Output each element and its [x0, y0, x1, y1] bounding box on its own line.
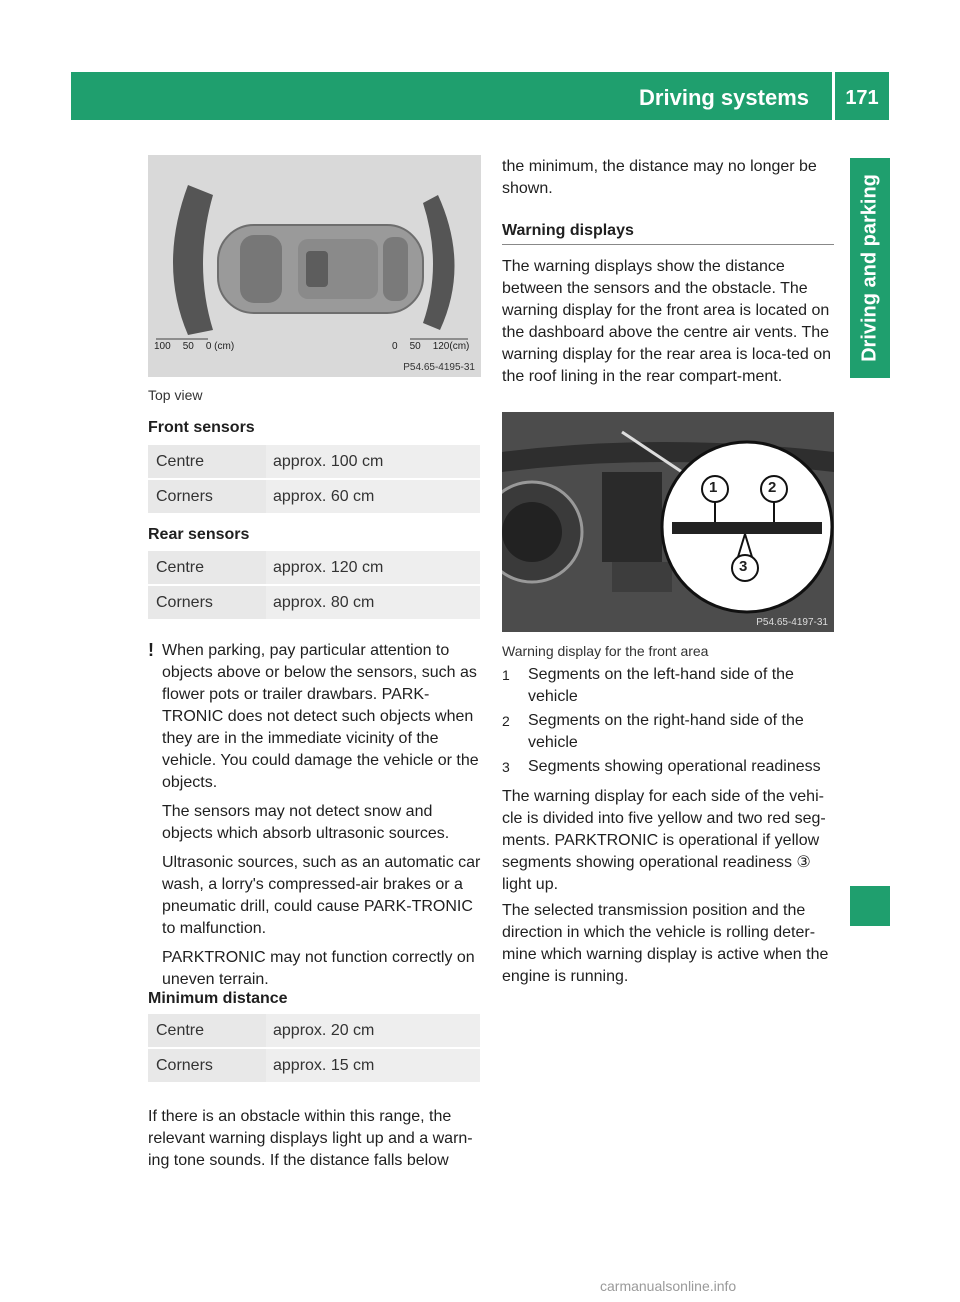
minimum-distance-table — [148, 1014, 480, 1084]
row-label: Corners — [156, 1057, 213, 1074]
rear-sensors-table — [148, 551, 480, 621]
row-value: approx. 15 cm — [266, 1049, 480, 1082]
figure-code: P54.65-4195-31 — [403, 362, 475, 373]
figure-caption: Top view — [148, 387, 203, 403]
scale-tick: 0 — [392, 341, 398, 352]
scale-tick: 0 (cm) — [205, 341, 235, 352]
front-sensors-heading: Front sensors — [148, 419, 255, 436]
side-tab-marker — [850, 886, 890, 926]
item-number: 1 — [502, 667, 510, 683]
row-label: Corners — [156, 594, 213, 611]
callout-1: 1 — [709, 479, 718, 496]
front-sensors-table — [148, 445, 480, 515]
top-view-figure — [148, 155, 481, 377]
list-item — [502, 756, 834, 778]
row-value: approx. 80 cm — [266, 586, 480, 619]
scale-tick: 50 — [182, 341, 194, 352]
side-tab — [850, 158, 890, 378]
section-title: Driving systems — [639, 85, 809, 110]
callout-2: 2 — [768, 479, 777, 496]
warning-mark: ! — [148, 640, 154, 660]
table-row — [148, 1014, 480, 1047]
scale-left — [154, 341, 234, 352]
segments-paragraph: The warning display for each side of the vehi-cle is divided into five yellow and two red seg-ments. PARKTRONIC is operational if yellow segments showing operational readiness ③ light up. — [502, 788, 826, 893]
closing-paragraph: If there is an obstacle within this range, the relevant warning displays light up and a warn-ing tone sounds. If the distance falls below — [148, 1108, 473, 1169]
heading-rule — [502, 244, 834, 245]
row-label: Centre — [156, 453, 205, 470]
row-value: approx. 20 cm — [266, 1014, 480, 1047]
list-item — [502, 664, 834, 708]
note-paragraph: When parking, pay particular attention to objects above or below the sensors, such as flower pots or trailer drawbars. PARK-TRONIC does not detect such objects when they are in the immediate vicinity of the vehicle. You could damage the vehicle or the objects. — [162, 642, 479, 791]
row-value: approx. 120 cm — [266, 551, 480, 584]
minimum-distance-heading: Minimum distance — [148, 990, 288, 1007]
transmission-paragraph: The selected transmission position and the direction in which the vehicle is rolling deter-mine which warning display is active when the engine is running. — [502, 902, 829, 985]
warning-displays-heading: Warning displays — [502, 222, 634, 239]
warning-intro: The warning displays show the distance between the sensors and the obstacle. The warning display for the front area is located on the dashboard above the centre air vents. The warning display for the rear area is loca-ted on the roof lining in the rear compart-ment. — [502, 258, 832, 385]
page-number: 171 — [845, 87, 879, 109]
scale-tick: 50 — [409, 341, 421, 352]
row-value: approx. 100 cm — [266, 445, 480, 478]
item-text: Segments showing operational readiness — [528, 758, 821, 775]
continued-paragraph: the minimum, the distance may no longer be shown. — [502, 158, 817, 197]
dashboard-figure — [502, 412, 834, 632]
table-row — [148, 480, 480, 513]
item-number: 3 — [502, 759, 510, 775]
table-row — [148, 1049, 480, 1082]
figure-caption: Warning display for the front area — [502, 643, 709, 659]
row-label: Centre — [156, 1022, 205, 1039]
scale-right — [392, 341, 469, 352]
dashboard-illustration — [502, 412, 834, 632]
scale-tick: 100 — [154, 341, 171, 352]
table-row — [148, 551, 480, 584]
list-item — [502, 710, 834, 754]
note-paragraph: Ultrasonic sources, such as an automatic car wash, a lorry's compressed-air brakes or a pneumatic drill, could cause PARK-TRONIC to malfunction. — [162, 854, 481, 937]
scale-tick: 120(cm) — [432, 341, 470, 352]
row-value: approx. 60 cm — [266, 480, 480, 513]
figure-code: P54.65-4197-31 — [756, 617, 828, 628]
header-bar — [71, 72, 889, 120]
watermark: carmanualsonline.info — [600, 1278, 737, 1294]
row-label: Corners — [156, 488, 213, 505]
rear-sensors-heading: Rear sensors — [148, 526, 250, 543]
note-text — [162, 640, 481, 998]
table-row — [148, 445, 480, 478]
table-row — [148, 586, 480, 619]
callout-3: 3 — [739, 558, 748, 575]
side-tab-label: Driving and parking — [858, 174, 881, 362]
item-text: Segments on the left-hand side of the vehicle — [528, 666, 794, 705]
item-text: Segments on the right-hand side of the vehicle — [528, 712, 804, 751]
note-paragraph: PARKTRONIC may not function correctly on uneven terrain. — [162, 949, 475, 988]
row-label: Centre — [156, 559, 205, 576]
note-paragraph: The sensors may not detect snow and objects which absorb ultrasonic sources. — [162, 803, 450, 842]
item-number: 2 — [502, 713, 510, 729]
